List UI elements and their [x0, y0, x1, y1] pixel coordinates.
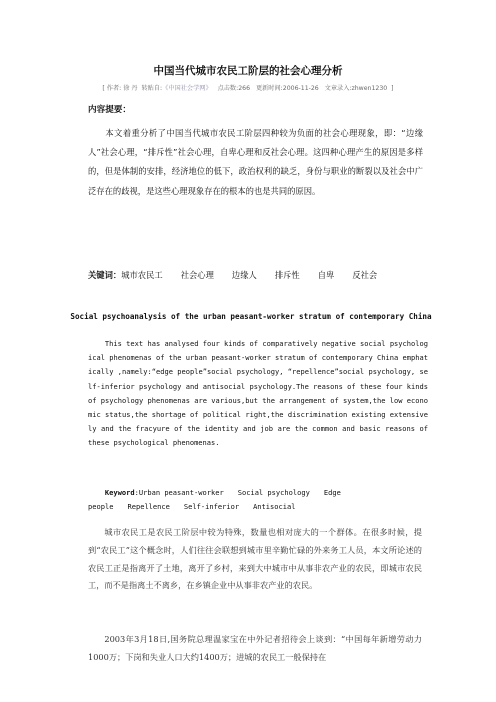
keywords-english: Keyword:Urban peasant-worker Social psychology Edge people Repellence Self-inferior Antisocial: [88, 488, 341, 512]
article-title: 中国当代城市农民工阶层的社会心理分析: [153, 65, 343, 77]
abstract-english: This text has analysed four kinds of comparatively negative social psychological phenomenas of the urban peasant-worker stratum of contemporary China emphatically ,namely:“edge people”social psychology, “repellence”social psychology, self-inferior psychology and antisocial psychology.The reasons of these four kinds of psychology phenomenas are various,but the arrangement of system,the low economic status,the shortage of political right,the discrimination existing extensively and the fracyure of the identity and job are the common and basic reasons of these psychological phenomenas.: [88, 339, 428, 448]
keyword-item: Self-inferior: [183, 502, 240, 512]
keywords-label: 关键词：: [88, 270, 122, 280]
keyword-item: 自卑: [317, 270, 335, 280]
meta-editor-label: 文章录入:: [324, 85, 352, 92]
keywords-english-label: Keyword: [104, 488, 135, 497]
meta-open: [ 作者:: [102, 85, 122, 92]
keyword-item: Urban peasant-worker: [138, 488, 224, 497]
abstract-chinese: 本文着重分析了中国当代城市农民工阶层四种较为负面的社会心理现象，即：“边缘人”社会心理，“排斥性”社会心理，自卑心理和反社会心理。这四种心理产生的原因是多样的，但是体制的安排，经济地位的低下，政治权利的缺乏，身份与职业的断裂以及社会中广泛存在的歧视，是这些心理现象存在的根本的也是共同的原因。: [88, 128, 423, 196]
meta-author: 徐 丹: [123, 85, 138, 92]
meta-source-label: 转贴自:: [141, 85, 163, 92]
keyword-item: Edge people: [88, 488, 341, 512]
meta-editor: zhwen1230: [351, 85, 388, 92]
keyword-item: 社会心理: [180, 270, 214, 280]
keyword-item: Antisocial: [253, 502, 296, 512]
keyword-item: Social psychology: [237, 488, 310, 497]
body-paragraph: 2003年3月18日,国务院总理温家宝在中外记者招待会上谈到：“中国每年新增劳动力1000万；下岗和失业人口大约1400万；进城的农民工一般保持在: [88, 634, 422, 662]
keywords-chinese: [88, 269, 428, 281]
meta-clicks-label: 点击数:: [217, 85, 239, 92]
meta-updated-label: 更新时间:: [255, 85, 283, 92]
meta-updated: 2006-11-26: [282, 85, 319, 92]
body-paragraph: 城市农民工是农民工阶层中较为特殊，数量也相对庞大的一个群体。在很多时候，提到“农民工”这个概念时，人们往往会联想到城市里辛勤忙碌的外来务工人员，本文所论述的农民工正是指离开了土地，离开了乡村，来到大中城市中从事非农产业的农民，即城市农民工，而不是指离土不离乡，在乡镇企业中从事非农产业的农民。: [88, 527, 422, 591]
keyword-item: 边缘人: [231, 270, 257, 280]
article-meta: [0, 83, 496, 92]
meta-source-link[interactable]: 《中国社会学网》: [162, 85, 212, 92]
keyword-item: 排斥性: [274, 270, 300, 280]
meta-close: ]: [391, 85, 394, 92]
keyword-item: 城市农民工: [121, 270, 163, 280]
meta-clicks: 266: [238, 85, 251, 92]
english-title: Social psychoanalysis of the urban peasant-worker stratum of contemporary China: [70, 312, 432, 321]
abstract-heading: 内容提要：: [88, 105, 131, 115]
keyword-item: 反社会: [352, 270, 378, 280]
keyword-item: Repellence: [127, 502, 170, 512]
